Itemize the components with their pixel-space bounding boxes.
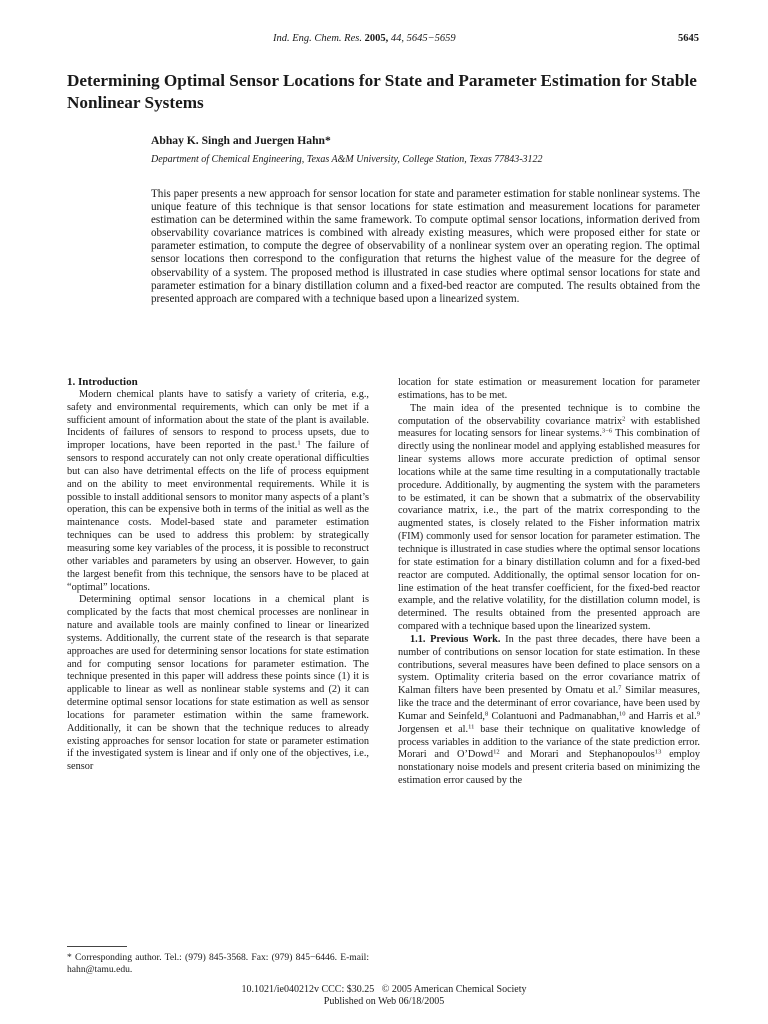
abstract: This paper presents a new approach for sensor location for state and parameter estimation for stable nonlinear systems. The unique feature of this technique is that sensor locations for state estimation and measurement locations for parameter estimation can be determined within the same framework. To compute optimal sensor locations, information derived from observability covariance matrices is combined with already existing measures, which were proposed either for state or parameter estimation, to compute the degree of observability of a nonlinear system over an operating region. The optimal sensor locations then correspond to the configuration that returns the highest value of the measure for the degree of observability of a system. The proposed method is illustrated in case studies where optimal sensor locations for state and parameter estimation for a binary distillation column and a fixed-bed reactor are computed. The results obtained from the presented approach are compared with a technique based upon a linearized system. (151, 188, 700, 305)
section-heading-introduction: 1. Introduction (67, 376, 138, 388)
citation-ref: 8 (484, 710, 489, 718)
citation-ref: 11 (468, 723, 475, 731)
citation-ref: 13 (654, 748, 662, 756)
intro-paragraph-3: The main idea of the presented technique is to combine the computation of the observability covariance matrix$^2$ with established measures for locating sensors for linear systems.$^{3-6}$ This combination of directly using the nonlinear model and applying established measures for linear systems allows more accurate prediction of optimal sensor locations while at the same time resulting in a computationally tractable procedure. Additionally, by augmenting the system with the parameters to be estimated, it can be shown that a submatrix of the observability covariance matrix, i.e., the part of the matrix corresponding to the augmented states, is closely related to the Fisher information matrix (FIM) commonly used for sensor location for parameter estimation. The technique is illustrated in case studies where the optimal sensor locations for state estimation for a binary distillation column and for a fixed-bed reactor are computed. Additionally, the optimal sensor location for on-line estimation of the heat transfer coefficient, for the fixed-bed reactor example, and the relative volatility, for the distillation column model, is determined. The results obtained from the presented approach are compared with a technique based upon the linearized system. (398, 402, 700, 633)
intro-paragraph-2-continued: location for state estimation or measurement location for parameter estimations, has to be met. (398, 377, 700, 401)
author-list: Abhay K. Singh and Juergen Hahn* (151, 134, 331, 147)
intro-paragraph-1: Modern chemical plants have to satisfy a variety of criteria, e.g., safety and environmental requirements, which can only be met if a sufficient amount of information about the state of the plant is available. Incidents of failures of sensors to respond to process upsets, due to improper locations, have been reported in the past.$^1$ The failure of sensors to respond accurately can not only create operational difficulties but can also have detrimental effects on the life of process equipment and on the ability to meet environmental requirements. While it is possible to install additional sensors to monitor many aspects of a plant’s operation, this can be expensive both in terms of the initial as well as the maintenance costs. Model-based state and parameter estimation techniques can be used to address this problem: by strategically measuring some key variables of the process, it is possible to reconstruct other variables and parameters by using an observer. However, to gain the largest benefit from this technique, the sensors have to be placed at “optimal” locations. (67, 388, 369, 593)
subsection-heading-previous-work: 1.1. Previous Work. (410, 633, 501, 645)
citation-ref: 2 (622, 415, 626, 423)
previous-work-paragraph: 1.1. Previous Work. In the past three decades, there have been a number of contributions on sensor location for state estimation. In these contributions, several measures have been defined to place sensors on a system. Optimality criteria based on the error covariance matrix of Kalman filters have been presented by Omatu et al.$^7$ Similar measures, like the trace and the determinant of error covariance, have been used by Kumar and Seinfeld,$^8$ Colantuoni and Padmanabhan,$^{10}$ and Harris et al.$^9$ Jorgensen et al.$^{11}$ base their technique on qualitative knowledge of process variables in addition to the variance of the state prediction error. Morari and O’Dowd$^{12}$ and Morari and Stephanopoulos$^{13}$ employ nonstationary noise models and present criteria based on minimizing the estimation error caused by the (398, 633, 700, 787)
journal-citation: Ind. Eng. Chem. Res. 2005, 44, 5645−5659 (273, 33, 456, 44)
citation-ref: 10 (619, 710, 626, 718)
running-header (0, 33, 768, 49)
footnote-rule (67, 946, 127, 947)
corresponding-author-footnote: * Corresponding author. Tel.: (979) 845-3568. Fax: (979) 845−6446. E-mail: hahn@tamu.edu. (67, 952, 369, 975)
citation-ref: 3−6 (601, 427, 613, 435)
page-number: 5645 (678, 33, 699, 44)
intro-paragraph-2: Determining optimal sensor locations in a chemical plant is complicated by the facts that most chemical processes are nonlinear in nature and available tools are mainly confined to linear or linearized systems. Additionally, the current state of the research is that separate approaches are used for determining sensor locations for state estimation and for computing sensor locations for parameter estimation. The technique presented in this paper will address these points since (1) it is applicable to linear as well as nonlinear stable systems and (2) it can determine optimal sensor locations for state estimation as well as sensor locations for parameter estimation within the same framework. Additionally, it can be shown that the technique reduces to already existing approaches for sensor location for state or parameter estimation if the investigated system is linear and if only one of the objectives, i.e., sensor (67, 594, 369, 773)
right-column (398, 377, 700, 788)
doi-line: 10.1021/ie040212v CCC: $30.25 © 2005 American Chemical Society (241, 984, 527, 995)
citation-ref: 9 (696, 710, 700, 718)
published-date: Published on Web 06/18/2005 (323, 996, 445, 1007)
paper-title: Determining Optimal Sensor Locations for State and Parameter Estimation for Stable Nonlinear Systems (67, 71, 697, 112)
affiliation: Department of Chemical Engineering, Texas A&M University, College Station, Texas 77843-3122 (151, 154, 543, 165)
citation-ref: 1 (297, 439, 301, 447)
citation-ref: 7 (618, 684, 622, 692)
citation-ref: 12 (493, 748, 500, 756)
left-column (67, 376, 369, 774)
